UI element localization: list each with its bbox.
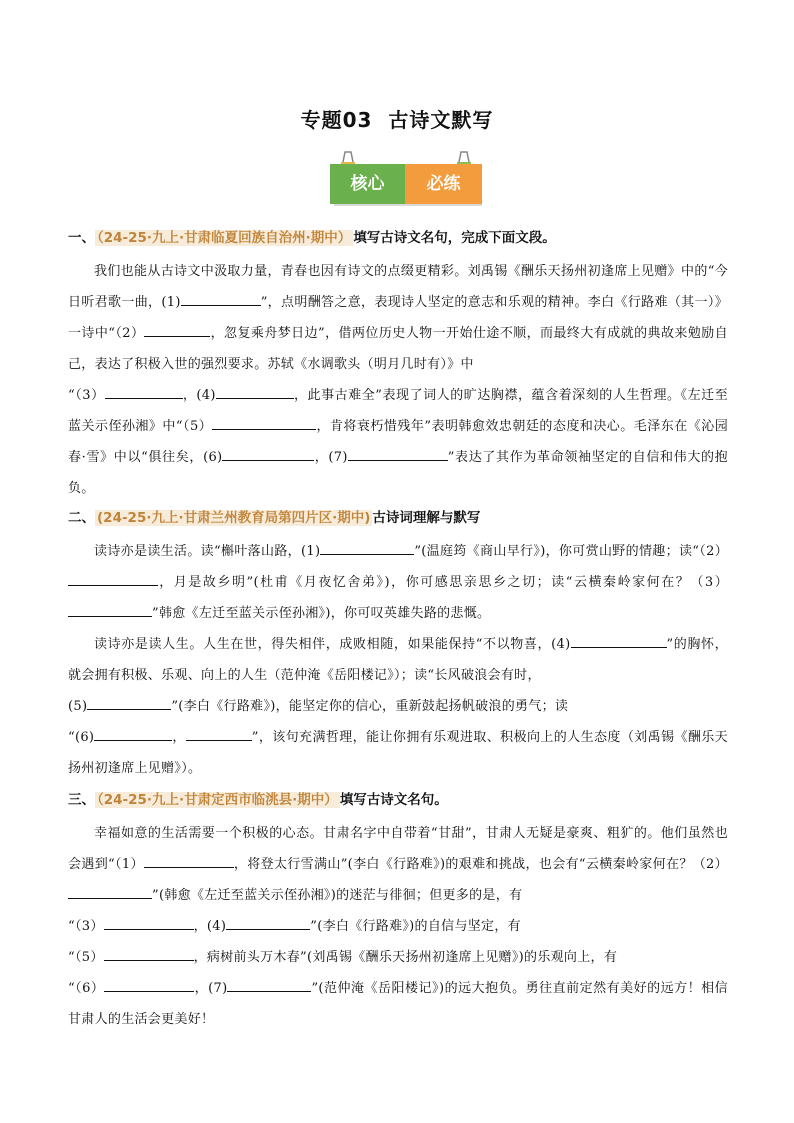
question-2-paragraph-2 xyxy=(68,629,728,784)
question-3-text xyxy=(68,818,728,1035)
passage-text: “（5） xyxy=(68,950,104,965)
question-instruction: 填写古诗文名句，完成下面文段。 xyxy=(353,230,556,246)
passage-text: ”，该句充满哲理，能让你拥有乐观进取、积极向上的人生态度（刘禹锡《酬乐天扬州初逢席上见赠》）。 xyxy=(68,730,728,776)
passage-text: ，将登太行雪满山”(李白《行路难》)的艰难和挑战，也会有“云横秦岭家何在？（2） xyxy=(233,857,728,872)
passage-text: ”表达了其作为革命领袖坚定的自信和伟大的抱负。 xyxy=(68,450,728,496)
passage-text: ”的胸怀，就会拥有积极、乐观、向上的人生（范仲淹《岳阳楼记》）；读“长风破浪会有时， xyxy=(68,637,728,683)
passage-text: ”(李白《行路难》)，能坚定你的信心，重新鼓起扬帆破浪的勇气；读 xyxy=(171,699,569,714)
question-source: （24-25·九上·甘肃临夏回族自治州·期中） xyxy=(97,230,352,246)
passage-text: 读诗亦是读生活。读“槲叶落山路，(1) xyxy=(94,544,321,559)
answer-blank[interactable] xyxy=(226,915,310,930)
answer-blank[interactable] xyxy=(222,446,314,461)
answer-blank[interactable] xyxy=(144,853,234,868)
passage-text: ，忽复乘舟梦日边”，借两位历史人物一开始仕途不顺，而最终大有成就的典故来勉励自己，表达了积极入世的强烈要求。苏轼《水调歌头（明月几时有）》中 xyxy=(68,326,728,372)
question-2-paragraph-1 xyxy=(68,536,728,629)
question-source: （24-25·九上·甘肃定西市临洮县·期中） xyxy=(97,792,338,808)
answer-blank[interactable] xyxy=(87,695,171,710)
passage-text: (5) xyxy=(68,699,88,714)
answer-blank[interactable] xyxy=(104,946,194,961)
question-2 xyxy=(68,508,728,784)
passage-text: ”，点明酬答之意，表现诗人坚定的意志和乐观的精神。李白《行路难（其一）》一诗中“（2） xyxy=(68,295,728,341)
badge-core: 核心 xyxy=(330,164,405,204)
page-title xyxy=(0,104,794,133)
title-prefix: 专题03 xyxy=(300,108,373,132)
question-3 xyxy=(68,790,728,1035)
passage-text: ，病树前头万木春”(刘禹锡《酬乐天扬州初逢席上见赠》)的乐观向上，有 xyxy=(193,950,618,965)
question-number: 二、 xyxy=(68,510,95,526)
passage-text: ”(李白《行路难》)的自信与坚定，有 xyxy=(310,919,521,934)
passage-text: ，(7) xyxy=(314,450,348,465)
passage-text: ， xyxy=(172,730,186,745)
passage-text: ”(温庭筠《商山早行》)，你可赏山野的情趣；读“（2） xyxy=(414,544,729,559)
answer-blank[interactable] xyxy=(105,384,183,399)
passage-text: “（3） xyxy=(68,388,105,403)
question-instruction: 古诗词理解与默写 xyxy=(372,510,481,526)
passage-text: ，肯将衰朽惜残年”表明韩愈效忠朝廷的态度和决心。毛泽东在《沁园春·雪》中以“俱往矣，(6) xyxy=(68,419,728,465)
question-instruction: 填写古诗文名句。 xyxy=(339,792,448,808)
core-practice-badge xyxy=(330,150,482,206)
passage-text: 我们也能从古诗文中汲取力量，青春也因有诗文的点缀更精彩。刘禹锡《酬乐天扬州初逢席上见赠》中的“今日听君歌一曲，(1) xyxy=(68,264,728,310)
answer-blank[interactable] xyxy=(94,726,172,741)
question-number: 一、 xyxy=(68,230,95,246)
answer-blank[interactable] xyxy=(104,977,194,992)
passage-text: “（6） xyxy=(68,981,105,996)
passage-text: ，月是故乡明”(杜甫《月夜忆舍弟》)，你可感思亲思乡之切；读“云横秦岭家何在？（3） xyxy=(158,575,728,590)
passage-text: ”(范仲淹《岳阳楼记》)的远大抱负。勇往直前定然有美好的远方！相信甘肃人的生活会更美好！ xyxy=(68,981,728,1027)
question-number: 三、 xyxy=(68,792,95,808)
answer-blank[interactable] xyxy=(571,633,667,648)
answer-blank[interactable] xyxy=(227,977,311,992)
passage-text: ，(7) xyxy=(194,981,228,996)
question-1-text xyxy=(68,256,728,504)
answer-blank[interactable] xyxy=(68,602,152,617)
badge-practice: 必练 xyxy=(405,164,482,204)
answer-blank[interactable] xyxy=(68,571,158,586)
answer-blank[interactable] xyxy=(320,540,414,555)
question-1-heading xyxy=(68,228,728,248)
answer-blank[interactable] xyxy=(212,415,316,430)
answer-blank[interactable] xyxy=(348,446,448,461)
question-3-heading xyxy=(68,790,728,810)
answer-blank[interactable] xyxy=(181,291,261,306)
question-source: (24-25·九上·甘肃兰州教育局第四片区·期中) xyxy=(97,510,371,526)
passage-text: ，此事古难全”表现了词人的旷达胸襟，蕴含着深刻的人生哲理。《左迁至蓝关示侄孙湘》中“（5） xyxy=(68,388,729,434)
title-main: 古诗文默写 xyxy=(388,108,494,132)
passage-text: ，(4) xyxy=(193,919,227,934)
answer-blank[interactable] xyxy=(216,384,294,399)
passage-text: “(6) xyxy=(68,730,95,745)
passage-text: 读诗亦是读人生。人生在世，得失相伴，成败相随，如果能保持“不以物喜，(4) xyxy=(94,637,571,652)
answer-blank[interactable] xyxy=(104,915,194,930)
answer-blank[interactable] xyxy=(144,322,210,337)
passage-text: “（3） xyxy=(68,919,104,934)
passage-text: ”(韩愈《左迁至蓝关示侄孙湘》)的迷茫与徘徊；但更多的是，有 xyxy=(152,888,523,903)
passage-text: 幸福如意的生活需要一个积极的心态。甘肃名字中自带着“甘甜”，甘肃人无疑是豪爽、粗犷的。他们虽然也会遇到“（1） xyxy=(68,826,728,872)
question-2-heading xyxy=(68,508,728,528)
passage-text: ，(4) xyxy=(182,388,216,403)
answer-blank[interactable] xyxy=(68,884,152,899)
question-1 xyxy=(68,228,728,504)
answer-blank[interactable] xyxy=(186,726,252,741)
passage-text: ”韩愈《左迁至蓝关示侄孙湘》)，你可叹英雄失路的悲慨。 xyxy=(152,606,491,621)
